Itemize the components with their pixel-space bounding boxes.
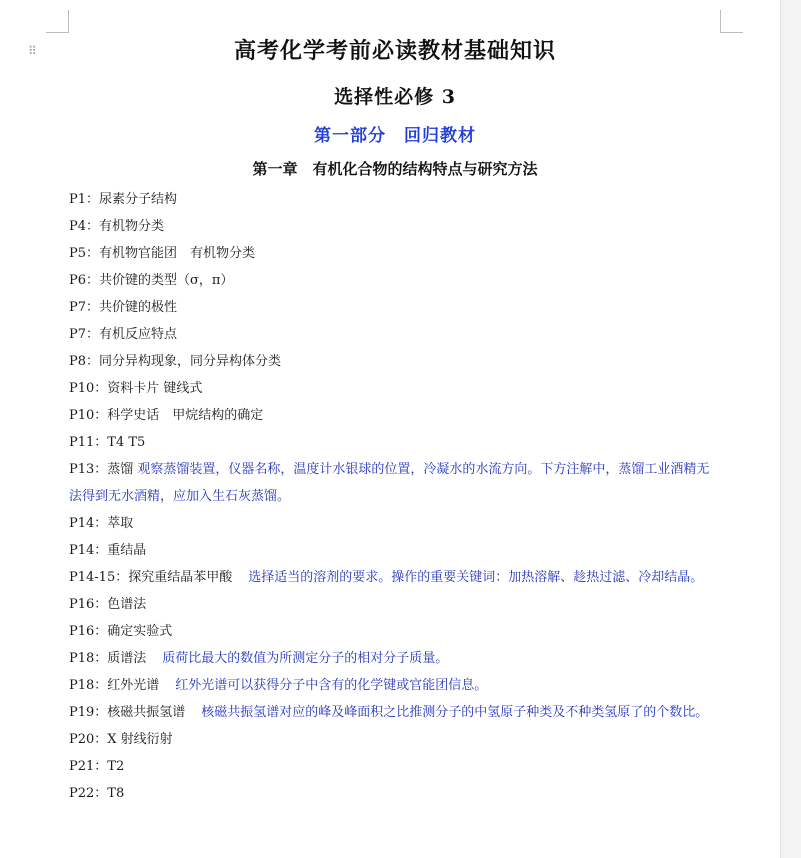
page-reference-line (69, 186, 721, 213)
page-reference-line (69, 645, 721, 672)
page-reference-label: P20：X 射线衍射 (69, 732, 173, 747)
chapter-heading: 第一章 有机化合物的结构特点与研究方法 (252, 160, 538, 178)
page-reference-label: P14：萃取 (69, 516, 134, 531)
document-subtitle: 选择性必修 3 (334, 86, 456, 108)
page-reference-label: P7：共价键的极性 (69, 300, 178, 315)
page-reference-label: P11：T4 T5 (69, 435, 146, 450)
page-corner-mark (720, 10, 743, 33)
page-reference-label: P16：色谱法 (69, 597, 147, 612)
drag-handle-icon[interactable]: ⠿ (28, 44, 36, 58)
page-reference-line (69, 321, 721, 348)
page-reference-note: 观察蒸馏装置，仪器名称，温度计水银球的位置，冷凝水的水流方向。下方注解中，蒸馏工业酒精无法得到无水酒精，应加入生石灰蒸馏。 (69, 462, 710, 504)
page-reference-label: P16：确定实验式 (69, 624, 173, 639)
page-reference-line (69, 591, 721, 618)
page-reference-line (69, 510, 721, 537)
page-reference-label: P4：有机物分类 (69, 219, 165, 234)
page-reference-label: P7：有机反应特点 (69, 327, 178, 342)
page-reference-note: 选择适当的溶剂的要求。操作的重要关键词：加热溶解、趁热过滤、冷却结晶。 (248, 570, 704, 585)
scroll-gutter[interactable] (780, 0, 801, 858)
page-reference-label: P1：尿素分子结构 (69, 192, 178, 207)
page-reference-label: P6：共价键的类型（σ，π） (69, 273, 234, 288)
page-reference-label: P14：重结晶 (69, 543, 147, 558)
page-reference-label: P10：科学史话 甲烷结构的确定 (69, 408, 264, 423)
page-reference-label: P18：质谱法 (69, 651, 147, 666)
document-body (69, 186, 721, 807)
page-reference-label: P10：资料卡片 键线式 (69, 381, 203, 396)
page-reference-line (69, 294, 721, 321)
page-reference-line (69, 213, 721, 240)
page-reference-label: P21：T2 (69, 759, 125, 774)
page-reference-note: 核磁共振氢谱对应的峰及峰面积之比推测分子的中氢原子种类及不种类氢原了的个数比。 (201, 705, 709, 720)
page-reference-note: 红外光谱可以获得分子中含有的化学键或官能团信息。 (175, 678, 488, 693)
part-heading: 第一部分 回归教材 (314, 126, 476, 146)
page-reference-line (69, 618, 721, 645)
page-reference-line (69, 402, 721, 429)
page-reference-line (69, 429, 721, 456)
page-reference-label: P22：T8 (69, 786, 125, 801)
page-reference-label: P8：同分异构现象，同分异构体分类 (69, 354, 282, 369)
page-reference-label: P19：核磁共振氢谱 (69, 705, 186, 720)
page-reference-line (69, 780, 721, 807)
page-reference-line (69, 753, 721, 780)
page-reference-line (69, 348, 721, 375)
page-reference-line (69, 240, 721, 267)
page-reference-note: 质荷比最大的数值为所测定分子的相对分子质量。 (162, 651, 449, 666)
page-corner-mark (46, 10, 69, 33)
page-reference-label: P13：蒸馏 (69, 462, 138, 477)
page-reference-line (69, 267, 721, 294)
page-reference-line (69, 726, 721, 753)
document-title: 高考化学考前必读教材基础知识 (233, 38, 556, 64)
page-reference-line (69, 456, 721, 510)
page-reference-line (69, 537, 721, 564)
page-reference-label: P14-15：探究重结晶苯甲酸 (69, 570, 233, 585)
page-reference-line (69, 375, 721, 402)
page-reference-line (69, 672, 721, 699)
page-reference-line (69, 699, 721, 726)
page-reference-line (69, 564, 721, 591)
page-reference-label: P18：红外光谱 (69, 678, 160, 693)
page-reference-label: P5：有机物官能团 有机物分类 (69, 246, 256, 261)
